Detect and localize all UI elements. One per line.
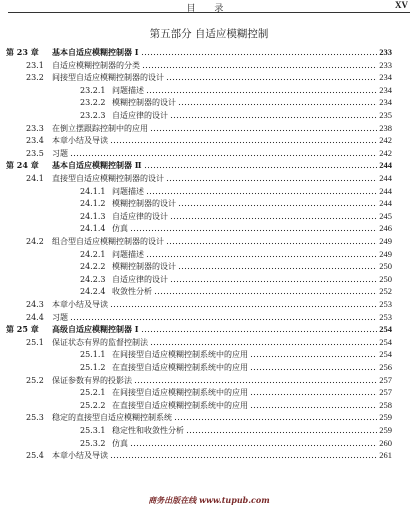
toc-entry-page: 258 <box>379 399 392 410</box>
toc-entry-page: 252 <box>379 286 392 297</box>
dot-leader <box>154 289 377 295</box>
toc-entry-page: 233 <box>379 47 392 57</box>
toc-entry-number: 25.2.1 <box>80 388 106 398</box>
dot-leader <box>130 441 377 447</box>
dot-leader <box>141 327 378 333</box>
toc-entry-number: 23.3 <box>26 123 44 133</box>
toc-subsection <box>0 222 418 234</box>
toc-section <box>0 172 418 184</box>
toc-entry-line <box>52 312 392 323</box>
toc-section <box>0 449 418 461</box>
toc-entry-title: 问题描述 <box>112 85 144 95</box>
dot-leader <box>178 100 377 106</box>
toc-entry-line <box>112 425 392 436</box>
toc-entry-number: 23.1 <box>26 60 44 70</box>
toc-entry-line <box>52 173 392 184</box>
toc-entry-line <box>112 286 392 297</box>
dot-leader <box>141 50 378 56</box>
toc-entry-number: 25.2 <box>26 375 44 385</box>
toc-entry-number: 第 24 章 <box>6 160 39 171</box>
header-rule <box>8 12 410 13</box>
toc-subsection <box>0 197 418 209</box>
toc-entry-line <box>112 387 392 398</box>
toc-section <box>0 71 418 83</box>
toc-entry-line <box>112 97 392 108</box>
dot-leader <box>110 138 377 144</box>
toc-entry-page: 253 <box>379 299 392 309</box>
toc-entry-title: 保证状态有界的监督控制法 <box>52 337 148 347</box>
toc-entry-page: 234 <box>379 72 392 83</box>
toc-subsection <box>0 84 418 96</box>
toc-entry-title: 在间接型自适应模糊控制系统中的应用 <box>112 350 248 360</box>
toc-entry-title: 自适应律的设计 <box>112 111 168 120</box>
toc-entry-number: 23.2 <box>26 73 44 83</box>
toc-entry-title: 习题 <box>52 312 68 322</box>
toc-entry-line <box>112 110 392 121</box>
toc-entry-page: 260 <box>379 437 392 448</box>
toc-entry-title: 本章小结及导读 <box>52 136 108 146</box>
toc-entry-number: 24.4 <box>26 312 44 322</box>
toc-entry-page: 254 <box>379 324 392 335</box>
toc-entry-number: 24.1.1 <box>80 186 106 196</box>
toc-section <box>0 411 418 423</box>
dot-leader <box>134 378 377 384</box>
header-page-number: XV <box>395 0 408 10</box>
toc-entry-line <box>52 135 392 146</box>
toc-subsection <box>0 437 418 449</box>
toc-entry-number: 24.2 <box>26 237 44 246</box>
dot-leader <box>110 302 377 308</box>
toc-entry-page: 242 <box>379 135 392 146</box>
dot-leader <box>70 315 377 321</box>
toc-entry-title: 问题描述 <box>112 186 144 196</box>
toc-chapter <box>0 46 418 58</box>
toc-section <box>0 122 418 134</box>
footer-watermark: 商务出版在线 www.tupub.com <box>148 495 270 505</box>
toc-entry-number: 25.4 <box>26 451 44 461</box>
toc-entry-number: 24.1.2 <box>80 199 106 209</box>
dot-leader <box>166 239 377 245</box>
toc-section <box>0 59 418 71</box>
toc-entry-line <box>112 186 392 197</box>
dot-leader <box>142 63 377 69</box>
toc-entry-title: 自适应律的设计 <box>112 274 168 284</box>
dot-leader <box>250 403 377 409</box>
toc-entry-line <box>112 362 392 373</box>
toc-entry-line <box>52 324 392 335</box>
toc-entry-number: 23.5 <box>26 148 44 158</box>
toc-entry-title: 在倒立摆跟踪控制中的应用 <box>52 123 148 133</box>
toc-entry-line <box>52 47 392 58</box>
dot-leader <box>166 176 377 182</box>
toc-entry-title: 本章小结及导读 <box>52 300 108 309</box>
toc-entry-title: 高级自适应模糊控制器 Ⅰ <box>52 324 139 335</box>
dot-leader <box>250 352 377 358</box>
toc-entry-number: 24.1.4 <box>80 224 106 234</box>
dot-leader <box>146 189 377 195</box>
toc-entry-title: 基本自适应模糊控制器 Ⅰ <box>52 47 139 57</box>
toc-subsection <box>0 248 418 260</box>
toc-entry-number: 24.3 <box>26 300 44 309</box>
dot-leader <box>150 126 377 132</box>
toc-entry-line <box>52 450 392 461</box>
dot-leader <box>170 214 377 220</box>
page-header <box>0 0 418 14</box>
toc-entry-title: 保证参数有界的投影法 <box>52 375 132 385</box>
toc-entry-number: 25.3.2 <box>80 438 106 448</box>
toc-entry-line <box>52 60 392 71</box>
toc-entry-title: 直接型自适应模糊控制器的设计 <box>52 174 164 183</box>
toc-entry-page: 254 <box>379 349 392 360</box>
toc-entry-title: 组合型自适应模糊控制器的设计 <box>52 237 164 246</box>
toc-entry-title: 仿真 <box>112 224 128 234</box>
toc-entry-title: 仿真 <box>112 438 128 448</box>
toc-entry-title: 模糊控制器的设计 <box>112 98 176 108</box>
toc-entry-page: 249 <box>379 236 392 246</box>
toc-subsection <box>0 273 418 285</box>
toc-entry-number: 24.2.4 <box>80 287 106 297</box>
toc-entry-number: 23.2.2 <box>80 98 106 108</box>
toc-entry-title: 基本自适应模糊控制器 Ⅱ <box>52 160 142 171</box>
toc-entry-title: 自适应模糊控制器的分类 <box>52 60 140 70</box>
toc-entry-page: 259 <box>379 425 392 435</box>
toc-entry-number: 24.2.2 <box>80 262 106 272</box>
toc-entry-line <box>112 274 392 285</box>
toc-section <box>0 134 418 146</box>
toc-entry-line <box>112 249 392 260</box>
toc-entry-title: 在直接型自适应模糊控制系统中的应用 <box>112 363 248 372</box>
toc-entry-line <box>52 160 392 171</box>
toc-subsection <box>0 361 418 373</box>
dot-leader <box>130 226 377 232</box>
toc-entry-page: 257 <box>379 374 392 385</box>
toc-entry-page: 256 <box>379 362 392 372</box>
dot-leader <box>250 390 377 396</box>
dot-leader <box>146 88 377 94</box>
dot-leader <box>144 163 378 169</box>
toc-entry-page: 249 <box>379 248 392 259</box>
toc-subsection <box>0 260 418 272</box>
toc-subsection <box>0 185 418 197</box>
toc-subsection <box>0 399 418 411</box>
toc-entry-number: 24.2.1 <box>80 249 106 259</box>
header-title: 目 录 <box>186 4 232 14</box>
toc-entry-number: 第 25 章 <box>6 324 39 335</box>
toc-subsection <box>0 285 418 297</box>
toc-entry-page: 250 <box>379 261 392 272</box>
toc-entry-line <box>112 85 392 96</box>
toc-entry-line <box>52 299 392 310</box>
toc-entry-number: 24.1.3 <box>80 211 106 221</box>
dot-leader <box>150 340 377 346</box>
toc-section <box>0 336 418 348</box>
toc-subsection <box>0 348 418 360</box>
toc-entry-line <box>112 261 392 272</box>
toc-entry-page: 245 <box>379 210 392 221</box>
dot-leader <box>178 264 377 270</box>
toc-section <box>0 147 418 159</box>
toc-entry-page: 254 <box>379 336 392 347</box>
toc-entry-line <box>112 400 392 411</box>
toc-entry-title: 间接型自适应模糊控制器的设计 <box>52 73 164 83</box>
toc-entry-line <box>112 349 392 360</box>
toc-subsection <box>0 424 418 436</box>
toc-chapter <box>0 323 418 335</box>
toc-entry-line <box>52 412 392 423</box>
toc-entry-page: 259 <box>379 412 392 423</box>
dot-leader <box>110 453 377 459</box>
toc-entry-line <box>112 211 392 222</box>
toc-entry-title: 问题描述 <box>112 249 144 259</box>
dot-leader <box>174 415 377 421</box>
toc-entry-title: 模糊控制器的设计 <box>112 199 176 209</box>
toc-entry-line <box>112 438 392 449</box>
toc-entry-page: 238 <box>379 122 392 133</box>
toc-section <box>0 235 418 247</box>
toc-entry-number: 23.2.1 <box>80 85 106 95</box>
toc-entry-page: 244 <box>379 173 392 183</box>
toc-entry-page: 261 <box>379 450 392 461</box>
toc-subsection <box>0 96 418 108</box>
toc-entry-page: 246 <box>379 223 392 234</box>
toc-entry-number: 第 23 章 <box>6 47 39 57</box>
toc-entry-title: 在间接型自适应模糊控制系统中的应用 <box>112 388 248 398</box>
toc-entry-line <box>52 123 392 134</box>
toc-entry-number: 23.4 <box>26 136 44 146</box>
toc-entry-number: 25.1 <box>26 337 44 347</box>
toc-entry-page: 250 <box>379 273 392 284</box>
dot-leader <box>70 151 377 157</box>
dot-leader <box>170 113 377 119</box>
toc-section <box>0 298 418 310</box>
toc-entry-number: 24.2.3 <box>80 274 106 284</box>
toc-entry-number: 25.1.2 <box>80 363 106 372</box>
toc-entry-line <box>112 223 392 234</box>
toc-entry-title: 稳定的直接型自适应模糊控制系统 <box>52 413 172 423</box>
toc-entry-line <box>52 236 392 247</box>
toc-entry-line <box>52 72 392 83</box>
toc-chapter <box>0 159 418 171</box>
toc-entry-title: 在直接型自适应模糊控制系统中的应用 <box>112 400 248 410</box>
toc-section <box>0 374 418 386</box>
toc-entry-line <box>112 198 392 209</box>
dot-leader <box>178 201 377 207</box>
toc-entry-page: 235 <box>379 110 392 120</box>
toc-subsection <box>0 109 418 121</box>
part-title: 第五部分 自适应模糊控制 <box>149 28 269 40</box>
toc-entry-line <box>52 375 392 386</box>
toc-entry-line <box>52 148 392 159</box>
dot-leader <box>146 252 377 258</box>
toc-entry-title: 自适应律的设计 <box>112 211 168 221</box>
toc-entry-number: 25.3 <box>26 413 44 423</box>
toc-entry-page: 242 <box>379 147 392 158</box>
dot-leader <box>186 428 377 434</box>
toc-entry-title: 模糊控制器的设计 <box>112 262 176 272</box>
toc-entry-page: 257 <box>379 387 392 398</box>
toc-entry-number: 25.1.1 <box>80 350 106 360</box>
toc-entry-page: 244 <box>379 198 392 209</box>
toc-entry-line <box>52 337 392 348</box>
toc-entry-page: 244 <box>379 185 392 196</box>
dot-leader <box>170 277 377 283</box>
toc-section <box>0 311 418 323</box>
toc-entry-number: 25.2.2 <box>80 400 106 410</box>
toc-entry-page: 234 <box>379 97 392 108</box>
toc-subsection <box>0 210 418 222</box>
toc-entry-page: 253 <box>379 311 392 322</box>
dot-leader <box>250 365 377 371</box>
toc-entry-title: 稳定性和收敛性分析 <box>112 426 184 435</box>
toc-entry-page: 233 <box>379 59 392 70</box>
dot-leader <box>166 75 377 81</box>
toc-entry-number: 23.2.3 <box>80 111 106 120</box>
toc-entry-title: 习题 <box>52 148 68 158</box>
toc-subsection <box>0 386 418 398</box>
toc-entry-number: 24.1 <box>26 174 44 183</box>
toc-entry-page: 234 <box>379 84 392 95</box>
toc-entry-title: 收敛性分析 <box>112 287 152 297</box>
toc-entry-title: 本章小结及导读 <box>52 451 108 461</box>
toc-entry-number: 25.3.1 <box>80 426 106 435</box>
toc-entry-page: 244 <box>379 160 392 171</box>
